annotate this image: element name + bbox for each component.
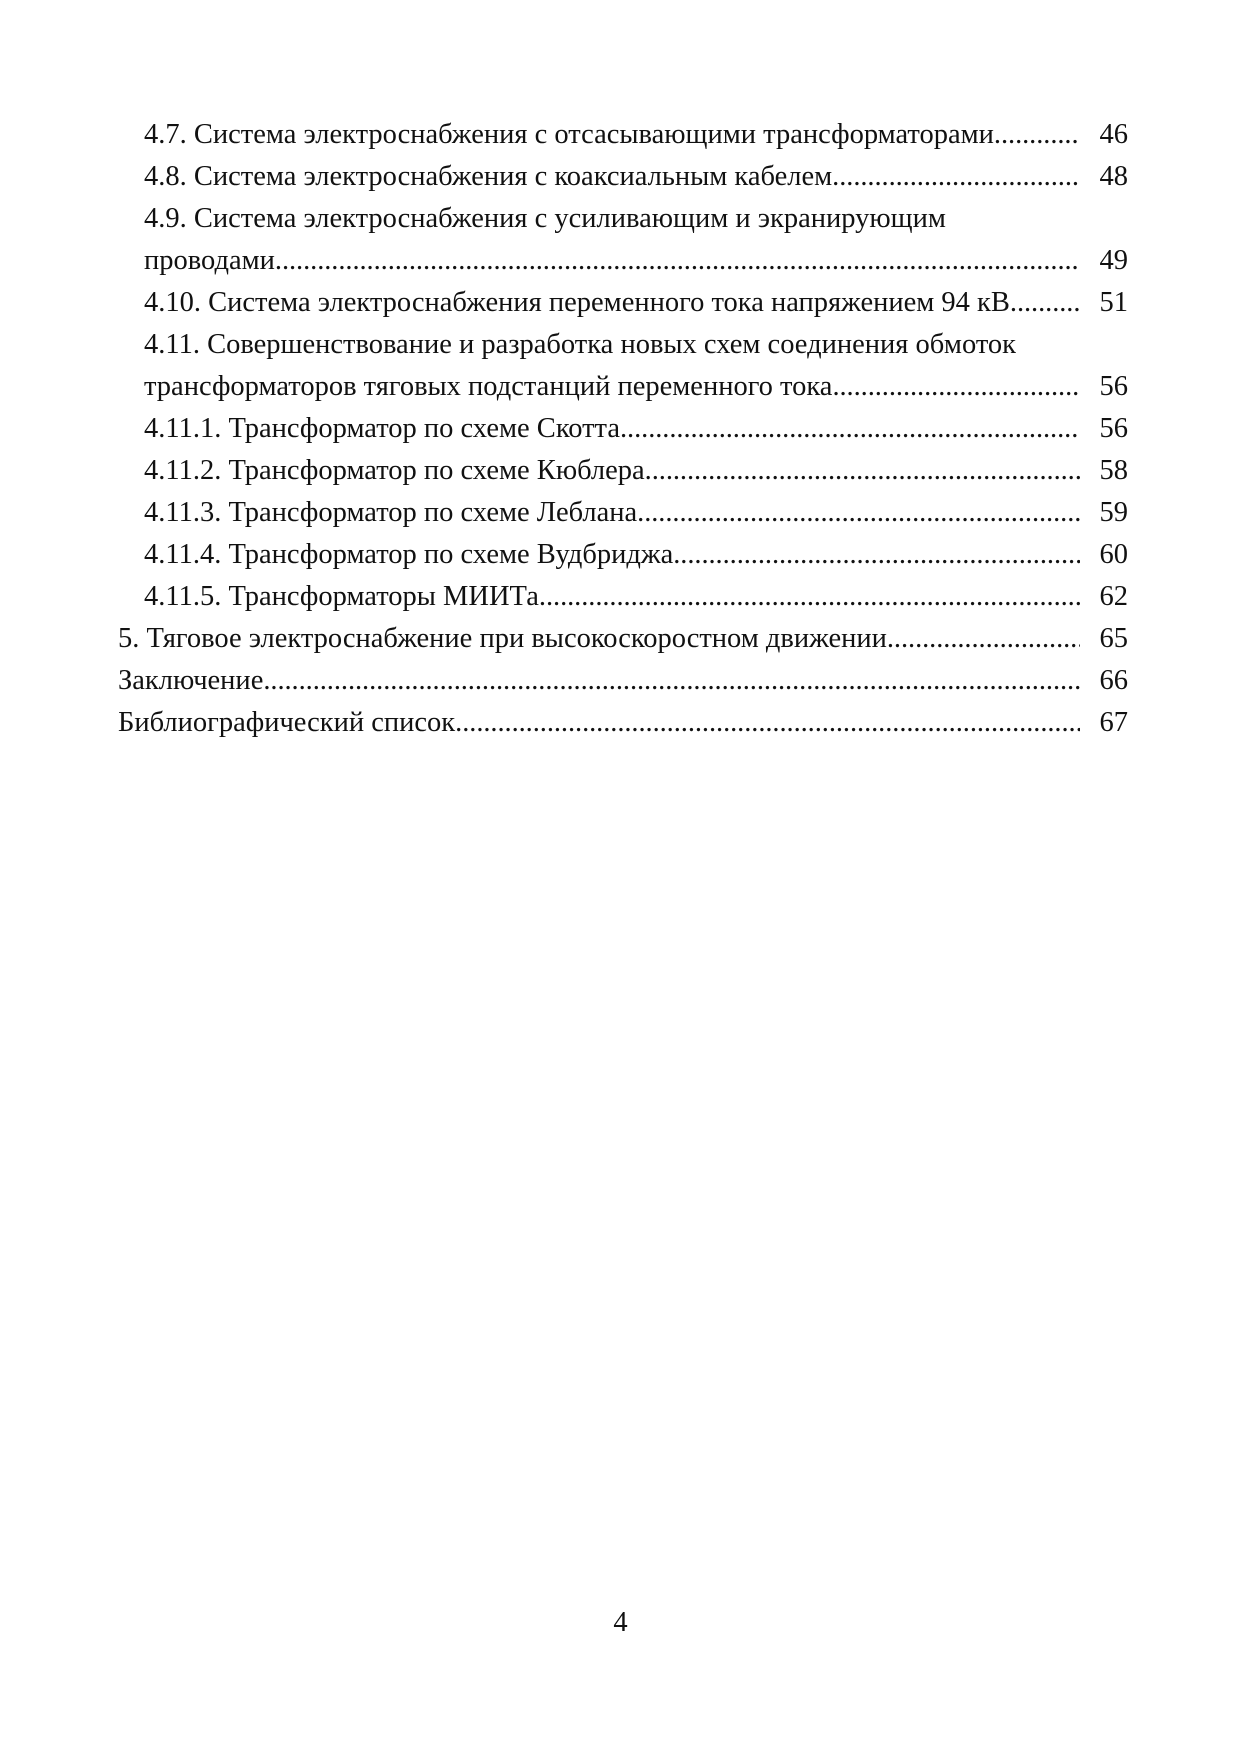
dot-leader — [673, 534, 1080, 576]
toc-entry-title: 4.7. Система электроснабжения с отсасывающими трансформаторами — [144, 119, 994, 150]
toc-entry-page: 67 — [1099, 707, 1128, 738]
toc-entry[interactable] — [118, 324, 1128, 408]
table-of-contents — [118, 114, 1128, 744]
toc-entry[interactable] — [118, 114, 1128, 156]
toc-entry-title: 4.11.3. Трансформатор по схеме Леблана — [144, 497, 638, 528]
toc-entry-page: 56 — [1099, 371, 1128, 402]
toc-entry-title: 4.11.1. Трансформатор по схеме Скотта — [144, 413, 620, 444]
toc-entry[interactable] — [118, 156, 1128, 198]
toc-entry[interactable] — [118, 618, 1128, 660]
toc-entry-title: 4.11.5. Трансформаторы МИИТа — [144, 581, 539, 612]
toc-entry[interactable] — [118, 198, 1128, 282]
toc-entry-page: 51 — [1099, 287, 1128, 318]
dot-leader — [263, 660, 1080, 702]
toc-entry-page: 66 — [1099, 665, 1128, 696]
toc-entry-title: 4.10. Система электроснабжения переменного тока напряжением 94 кВ — [144, 287, 1010, 318]
page-number: 4 — [613, 1607, 628, 1638]
toc-entry[interactable] — [118, 408, 1128, 450]
dot-leader — [832, 156, 1080, 198]
toc-entry-page: 48 — [1099, 161, 1128, 192]
toc-entry-title: проводами — [144, 245, 275, 276]
dot-leader — [887, 618, 1080, 660]
toc-entry[interactable] — [118, 492, 1128, 534]
toc-entry-page: 58 — [1099, 455, 1128, 486]
dot-leader — [994, 114, 1080, 156]
toc-entry-page: 60 — [1099, 539, 1128, 570]
toc-entry-title: 5. Тяговое электроснабжение при высокоскоростном движении — [118, 623, 887, 654]
toc-entry-title: 4.8. Система электроснабжения с коаксиальным кабелем — [144, 161, 833, 192]
toc-entry[interactable] — [118, 576, 1128, 618]
toc-entry-title-line1: 4.9. Система электроснабжения с усиливающим и экранирующим — [144, 203, 946, 234]
toc-entry[interactable] — [118, 450, 1128, 492]
toc-entry[interactable] — [118, 702, 1128, 744]
dot-leader — [539, 576, 1080, 618]
toc-entry-title-line1: 4.11. Совершенствование и разработка новых схем соединения обмоток — [144, 329, 1017, 360]
toc-entry-page: 59 — [1099, 497, 1128, 528]
toc-entry-page: 65 — [1099, 623, 1128, 654]
dot-leader — [645, 450, 1080, 492]
dot-leader — [455, 702, 1080, 744]
dot-leader — [620, 408, 1080, 450]
dot-leader — [637, 492, 1080, 534]
toc-entry-title: 4.11.4. Трансформатор по схеме Вудбриджа — [144, 539, 674, 570]
toc-entry-title: трансформаторов тяговых подстанций переменного тока — [144, 371, 833, 402]
toc-entry-title: Заключение — [118, 665, 264, 696]
toc-entry-line2 — [144, 366, 1128, 408]
toc-entry-line2 — [144, 240, 1128, 282]
toc-entry-page: 62 — [1099, 581, 1128, 612]
toc-entry[interactable] — [118, 534, 1128, 576]
toc-entry[interactable] — [118, 660, 1128, 702]
toc-entry-page: 46 — [1099, 119, 1128, 150]
toc-entry-title: Библиографический список — [118, 707, 456, 738]
toc-entry[interactable] — [118, 282, 1128, 324]
toc-entry-title: 4.11.2. Трансформатор по схеме Кюблера — [144, 455, 645, 486]
toc-entry-page: 56 — [1099, 413, 1128, 444]
toc-entry-page: 49 — [1099, 245, 1128, 276]
dot-leader — [1010, 282, 1080, 324]
dot-leader — [832, 366, 1080, 408]
dot-leader — [275, 240, 1080, 282]
